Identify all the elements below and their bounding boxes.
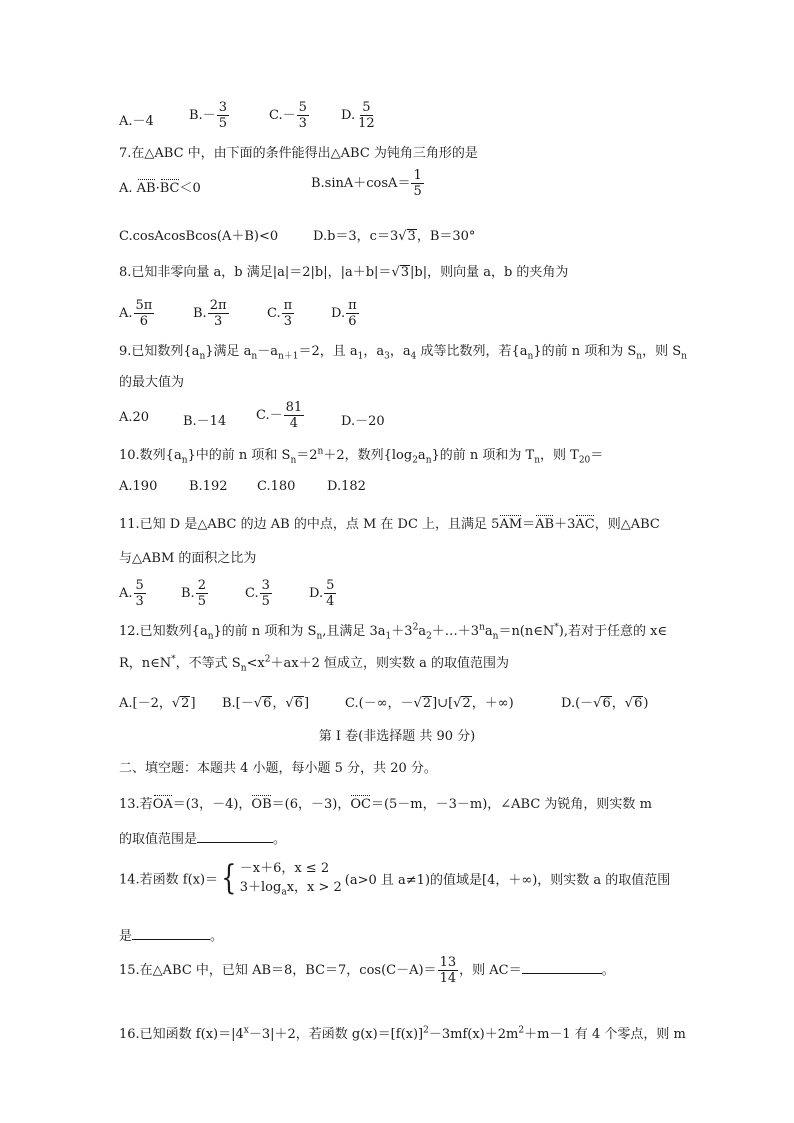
sqrt-sign: √2 <box>453 696 471 711</box>
q10-option-d: D.182 <box>327 479 366 494</box>
q16-stem: 16.已知函数 $f(x)=|4^x-3|+2$，若函数 $g(x)=[f(x)]^2-3mf(x)+2m^2+m-1$ 有 4 个零点，则 m <box>119 1025 686 1042</box>
q8-option-d: D. $\frac{\pi}{6}$ <box>331 298 357 329</box>
fraction: $\frac{5}{3}$ <box>298 100 307 131</box>
fraction: $\frac{5\pi}{6}$ <box>135 298 153 329</box>
q13-stem-line2: 的取值范围是 。 <box>119 832 287 847</box>
fraction: $\frac{13}{14}$ <box>439 955 457 986</box>
q10-option-c: C.180 <box>257 479 296 494</box>
q8-option-c: C. $\frac{\pi}{3}$ <box>267 298 293 329</box>
q10-option-b: B.192 <box>189 479 228 494</box>
vector-ab: AB <box>535 517 555 532</box>
fraction: $\frac{81}{4}$ <box>285 400 303 431</box>
fraction: $\frac{\pi}{3}$ <box>283 298 293 329</box>
sqrt-sign: √6 <box>285 696 303 711</box>
fraction: $\frac{2\pi}{3}$ <box>209 298 227 329</box>
q12-option-c: C.(－∞，－√2]∪[√2，＋∞) <box>345 696 514 711</box>
q9-option-b: B.－14 <box>183 414 227 429</box>
q8-option-a: A. $\frac{5\pi}{6}$ <box>119 298 153 329</box>
q12-option-a: A.[－2，√2] <box>119 696 196 711</box>
vector-am: AM <box>499 517 523 532</box>
q11-option-d: D. $\frac{5}{4}$ <box>309 578 335 609</box>
q9-option-a: A.20 <box>119 410 150 425</box>
q10-stem: 10.数列$\{a_n\}$中的前 n 项和 $S_n=2^n+2$，数列$\{\log_2a_n\}$的前 n 项和为 $T_n$，则 $T_{20}=$ <box>119 446 604 466</box>
q9-option-c: C.－ $\frac{81}{4}$ <box>256 400 303 431</box>
q6-option-d: D. $\frac{5}{12}$ <box>341 100 375 131</box>
q7-stem: 7.在△ABC 中，由下面的条件能得出△ABC 为钝角三角形的是 <box>119 146 478 161</box>
q9-stem-line1: 9.已知数列$\{a_n\}$满足 $a_n-a_{n+1}=2$，且 $a_1$，$a_3$，$a_4$ 成等比数列，若$\{a_n\}$的前 n 项和为 $S_n$，则 $S_n$ <box>119 344 687 362</box>
q6-option-b: B.－ $\frac{3}{5}$ <box>189 100 227 131</box>
q11-stem-line2: 与△ABM 的面积之比为 <box>119 551 257 566</box>
sqrt-sign: √6 <box>253 696 272 711</box>
sqrt-sign: √6 <box>593 696 611 711</box>
answer-blank[interactable] <box>132 927 210 940</box>
sqrt-sign: √6 <box>624 696 643 711</box>
fraction: $\frac{5}{3}$ <box>135 578 144 609</box>
q12-stem-line2: R，n∈N*，不等式 $S_n<x^2+ax+2$ 恒成立，则实数 a 的取值范围为 <box>119 654 509 674</box>
q10-option-a: A.190 <box>119 479 158 494</box>
q7-option-b: B.sinA＋cosA＝ $\frac{1}{5}$ <box>311 168 422 199</box>
left-brace: { <box>221 858 237 898</box>
answer-blank[interactable] <box>522 961 602 974</box>
q11-option-b: B. $\frac{2}{5}$ <box>181 578 206 609</box>
q7-option-d: D.b＝3，c＝3√3，B＝30° <box>313 229 476 244</box>
q12-option-b: B.[－√6，√6] <box>222 696 310 711</box>
answer-blank[interactable] <box>197 830 273 843</box>
part2-header: 二、填空题：本题共 4 小题，每小题 5 分，共 20 分。 <box>119 761 437 776</box>
q11-option-a: A. $\frac{5}{3}$ <box>119 578 144 609</box>
q11-stem-line1: 11.已知 D 是△ABC 的边 AB 的中点，点 M 在 DC 上，且满足 5AM＝AB＋3AC，则△ABC <box>119 517 660 532</box>
vector-ab: AB <box>136 181 156 196</box>
vector-oc: OC <box>350 797 371 812</box>
q6-option-a: A.－4 <box>119 114 154 129</box>
q7-option-a: A. AB·BC＜0 <box>119 181 201 196</box>
vector-oa: OA <box>152 797 173 812</box>
vector-ac: AC <box>575 517 595 532</box>
q13-stem-line1: 13.若OA＝(3，－4)，OB＝(6，－3)，OC＝(5－m，－3－m)，∠ABC 为锐角，则实数 m <box>119 797 652 812</box>
q9-stem-line2: 的最大值为 <box>119 375 185 390</box>
fraction: $\frac{\pi}{6}$ <box>348 298 357 329</box>
sqrt-sign: √3 <box>398 229 416 244</box>
q14-stem-line2: 是 。 <box>119 929 224 944</box>
q8-option-b: B. $\frac{2\pi}{3}$ <box>193 298 227 329</box>
q6-option-c: C.－ $\frac{5}{3}$ <box>269 100 307 131</box>
sqrt-sign: √2 <box>413 696 432 711</box>
fraction: $\frac{3}{5}$ <box>261 578 270 609</box>
q9-option-d: D.－20 <box>341 414 385 429</box>
q15-stem: 15.在△ABC 中，已知 AB＝8，BC＝7，cos(C－A)＝ $\frac{13}{14}$ ，则 AC＝ 。 <box>119 955 615 986</box>
piecewise-cases: －x＋6，x ≤ 2 $3+\log_ax$，x > 2 <box>239 861 342 898</box>
q11-option-c: C. $\frac{3}{5}$ <box>245 578 270 609</box>
q14-stem-line1: 14.若函数 f(x)＝{ －x＋6，x ≤ 2 $3+\log_ax$，x > 2 (a>0 且 a≠1)的值域是[4，＋∞)，则实数 a 的取值范围 <box>119 858 671 898</box>
q12-option-d: D.(－√6，√6) <box>561 696 649 711</box>
sqrt-sign: √2 <box>171 696 190 711</box>
sqrt-sign: √3 <box>391 265 410 280</box>
q8-stem: 8.已知非零向量 a，b 满足|a|＝2|b|，|a＋b|＝√3|b|，则向量 a，b 的夹角为 <box>119 265 569 280</box>
fraction: $\frac{5}{4}$ <box>326 578 335 609</box>
fraction: $\frac{2}{5}$ <box>197 578 206 609</box>
section-title: 第 I 卷(非选择题 共 90 分) <box>318 729 476 744</box>
q12-stem-line1: 12.已知数列$\{a_n\}$的前 n 项和为 $S_n$,且满足 $3a_1+3^2a_2+\dots+3^na_n=n(n\in N^*)$,若对于任意的 x∈ <box>119 622 668 642</box>
vector-ob: OB <box>251 797 272 812</box>
fraction: $\frac{1}{5}$ <box>413 168 422 199</box>
fraction: $\frac{3}{5}$ <box>218 100 227 131</box>
vector-bc: BC <box>159 181 180 196</box>
q7-option-c: C.cosAcosBcos(A＋B)<0 <box>119 229 279 244</box>
fraction: $\frac{5}{12}$ <box>358 100 375 131</box>
